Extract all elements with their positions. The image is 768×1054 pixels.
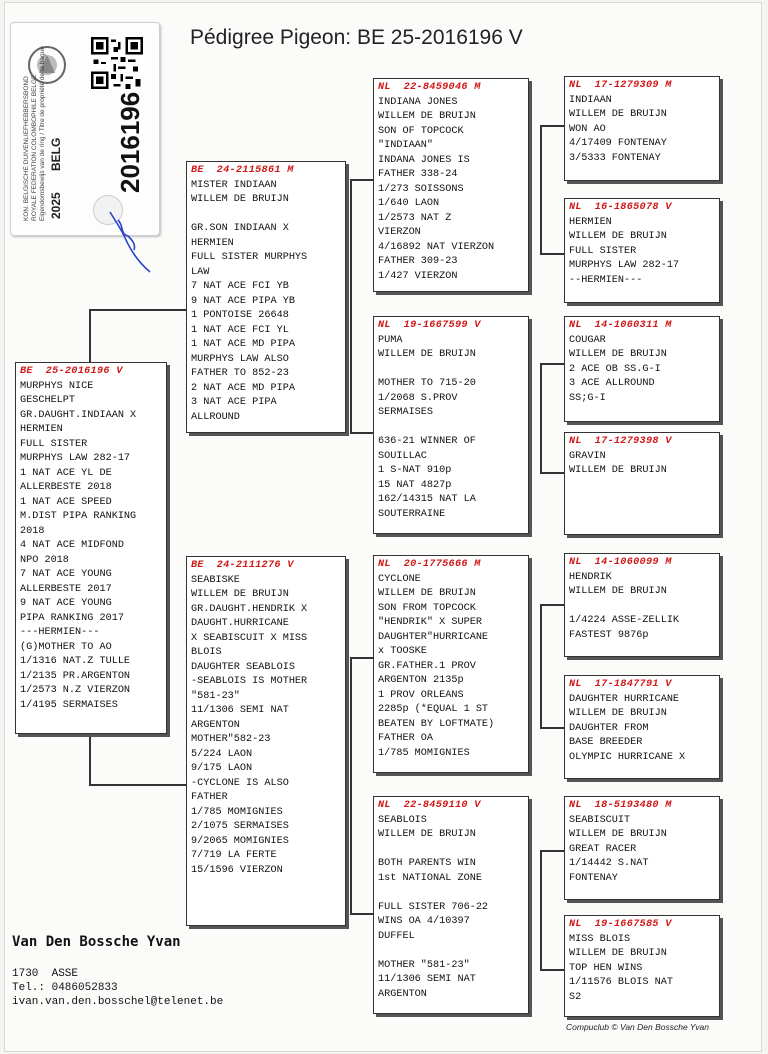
pedigree-line: 2/1075 SERMAISES xyxy=(191,821,289,832)
pedigree-line: FATHER OA xyxy=(378,733,434,744)
dam-sire-box xyxy=(373,555,529,773)
pedigree-line: WILLEM DE BRUIJN xyxy=(378,349,476,360)
pedigree-line: 2285p (*EQUAL 1 ST xyxy=(378,704,489,715)
pedigree-line: FATHER 309-23 xyxy=(378,256,458,267)
pedigree-line: 7 NAT ACE YOUNG xyxy=(20,569,112,580)
pedigree-line: FATHER 338-24 xyxy=(378,169,458,180)
pedigree-line: SS;G-I xyxy=(569,392,606,404)
pedigree-line: WILLEM DE BRUIJN xyxy=(569,109,667,120)
pedigree-line: WILLEM DE BRUIJN xyxy=(191,589,289,600)
pedigree-line: PUMA xyxy=(378,334,403,346)
connector-line xyxy=(540,472,564,474)
tag-text-line: Eigendomsbewijs van de ring / Titre de propriété de la bague xyxy=(39,46,46,221)
pedigree-line: 1/14442 S.NAT xyxy=(569,858,649,869)
owner-phone: Tel.: 0486052833 xyxy=(12,982,118,994)
pedigree-line: 7 NAT ACE FCI YB xyxy=(191,281,289,292)
connector-line xyxy=(350,432,374,434)
pedigree-line: x TOOSKE xyxy=(378,646,427,657)
pedigree-line: WILLEM DE BRUIJN xyxy=(569,948,667,959)
pedigree-line: WILLEM DE BRUIJN xyxy=(378,111,476,122)
pedigree-line: "HENDRIK" X SUPER xyxy=(378,617,482,628)
pedigree-line: MOTHER TO 715-20 xyxy=(378,378,476,389)
tag-year: 2025 xyxy=(49,192,63,219)
pedigree-line: (G)MOTHER TO AO xyxy=(20,641,112,653)
pedigree-line: BLOIS xyxy=(191,647,222,658)
pedigree-line: 1/2573 N.Z VIERZON xyxy=(20,685,131,696)
pedigree-line: GR.DAUGHT.INDIAAN X xyxy=(20,409,137,421)
pedigree-line: 1 PROV ORLEANS xyxy=(378,689,464,701)
pedigree-line: CYCLONE xyxy=(378,573,421,585)
ring-number-header: NL 22-8459110 V xyxy=(378,800,481,811)
pedigree-line: 9/175 LAON xyxy=(191,763,253,774)
pedigree-line: FULL SISTER MURPHYS xyxy=(191,252,308,263)
owner-email: ivan.van.den.bosschel@telenet.be xyxy=(12,996,224,1008)
owner-city: 1730 ASSE xyxy=(12,968,79,980)
pedigree-line: HERMIEN xyxy=(569,216,612,228)
ring-number-header: NL 14-1060311 M xyxy=(569,320,672,331)
pedigree-line: PIPA RANKING 2017 xyxy=(20,612,124,624)
pedigree-line: WILLEM DE BRUIJN xyxy=(569,708,667,719)
ring-number-header: NL 18-5193480 M xyxy=(569,800,672,811)
pedigree-line: MISS BLOIS xyxy=(569,933,631,945)
pedigree-line xyxy=(378,944,524,959)
pedigree-line: 7/719 LA FERTE xyxy=(191,850,277,861)
pedigree-line: 5/224 LAON xyxy=(191,748,253,760)
tag-ring-number: 2016196 xyxy=(115,91,145,193)
pedigree-line: 4 NAT ACE MIDFOND xyxy=(20,540,124,551)
pedigree-line xyxy=(378,421,524,436)
pedigree-line: TOP HEN WINS xyxy=(569,962,643,974)
pedigree-line: SEABISKE xyxy=(191,574,240,586)
connector-line xyxy=(350,179,352,433)
pedigree-line: 1/4224 ASSE-ZELLIK xyxy=(569,615,680,626)
owner-name: Van Den Bossche Yvan xyxy=(12,934,181,950)
connector-line xyxy=(540,850,564,852)
connector-line xyxy=(89,309,187,311)
pedigree-line: ALLERBESTE 2017 xyxy=(20,583,112,595)
pedigree-line: GR.SON INDIAAN X xyxy=(191,223,289,234)
pedigree-line: 9/2065 MOMIGNIES xyxy=(191,835,289,847)
pedigree-line: 2 NAT ACE MD PIPA xyxy=(191,382,295,394)
pedigree-line: M.DIST PIPA RANKING xyxy=(20,511,137,522)
pedigree-line: 1st NATIONAL ZONE xyxy=(378,872,482,884)
pedigree-line: SEABLOIS xyxy=(378,814,427,826)
sire-sire-sire-box xyxy=(564,76,720,181)
pedigree-line: HERMIEN xyxy=(191,237,234,249)
pedigree-line: 1 S-NAT 910p xyxy=(378,465,452,476)
pedigree-line: ALLROUND xyxy=(191,411,240,423)
pedigree-line: BEATEN BY LOFTMATE) xyxy=(378,718,495,730)
sire-sire-box xyxy=(373,78,529,292)
pedigree-line: 1/2573 NAT Z xyxy=(378,212,452,224)
pedigree-line: MOTHER"582-23 xyxy=(191,734,271,745)
pedigree-line: WILLEM DE BRUIJN xyxy=(569,829,667,840)
pedigree-line: 1/4195 SERMAISES xyxy=(20,699,118,711)
pedigree-line: INDIANA JONES xyxy=(378,96,458,108)
connector-line xyxy=(350,657,352,914)
pedigree-line: FASTEST 9876p xyxy=(569,629,649,641)
pedigree-line: DAUGHTER HURRICANE xyxy=(569,693,680,705)
pedigree-line: SERMAISES xyxy=(378,407,434,418)
pedigree-line: FATHER xyxy=(191,792,228,803)
pedigree-line: 1/273 SOISSONS xyxy=(378,183,464,195)
pedigree-line xyxy=(191,208,341,223)
pedigree-line: NPO 2018 xyxy=(20,554,69,566)
pedigree-line: FULL SISTER xyxy=(569,245,637,257)
pedigree-line: FULL SISTER xyxy=(20,438,88,450)
connector-line xyxy=(540,125,542,254)
connector-line xyxy=(350,179,374,181)
pedigree-line: WILLEM DE BRUIJN xyxy=(378,588,476,599)
pedigree-line: WON AO xyxy=(569,123,606,135)
dam-dam-dam-box xyxy=(564,915,720,1017)
pedigree-line: FULL SISTER 706-22 xyxy=(378,901,489,913)
connector-line xyxy=(540,604,564,606)
pedigree-line: 9 NAT ACE YOUNG xyxy=(20,598,112,609)
ring-number-header: NL 22-8459046 M xyxy=(378,82,481,93)
connector-line xyxy=(540,125,564,127)
pedigree-line: 2 ACE OB SS.G-I xyxy=(569,363,661,375)
ring-number-header: NL 17-1279398 V xyxy=(569,436,672,447)
pedigree-line: ARGENTON xyxy=(191,719,240,731)
pedigree-line: 9 NAT ACE PIPA YB xyxy=(191,295,295,307)
ring-number-header: NL 20-1775666 M xyxy=(378,559,481,570)
pedigree-line: GR.DAUGHT.HENDRIK X xyxy=(191,603,308,615)
pedigree-line: LAW xyxy=(191,266,210,278)
pedigree-line: DAUGHTER SEABLOIS xyxy=(191,661,295,673)
pedigree-line: "581-23" xyxy=(191,690,240,702)
pedigree-line: 3/5333 FONTENAY xyxy=(569,152,661,164)
pedigree-line: DAUGHTER FROM xyxy=(569,722,649,734)
pedigree-line: INDIAAN xyxy=(569,94,612,106)
pedigree-line: BASE BREEDER xyxy=(569,737,643,748)
pedigree-line: 11/1306 SEMI NAT xyxy=(191,705,289,716)
pedigree-line: 162/14315 NAT LA xyxy=(378,494,476,505)
ring-number-header: BE 24-2111276 V xyxy=(191,560,294,571)
sire-sire-dam-box xyxy=(564,198,720,303)
pedigree-line: 1/11576 BLOIS NAT xyxy=(569,977,673,988)
pedigree-line: ARGENTON 2135p xyxy=(378,675,464,686)
dam-dam-box xyxy=(373,796,529,1014)
connector-line xyxy=(89,784,187,786)
pedigree-line xyxy=(378,363,524,378)
page-title: Pédigree Pigeon: BE 25-2016196 V xyxy=(190,26,523,49)
pedigree-line: COUGAR xyxy=(569,334,606,346)
ring-number-header: BE 24-2115861 M xyxy=(191,165,294,176)
pedigree-line: 15 NAT 4827p xyxy=(378,479,452,491)
dam-dam-sire-box xyxy=(564,796,720,900)
ring-number-header: NL 17-1279309 M xyxy=(569,80,672,91)
sire-dam-sire-box xyxy=(564,316,720,422)
pedigree-line: WILLEM DE BRUIJN xyxy=(569,231,667,242)
pedigree-line: ARGENTON xyxy=(378,988,427,1000)
pedigree-line: 15/1596 VIERZON xyxy=(191,864,283,876)
connector-line xyxy=(540,969,564,971)
ring-number-header: BE 25-2016196 V xyxy=(20,366,123,377)
pedigree-line: 1/427 VIERZON xyxy=(378,270,458,282)
pedigree-line: S2 xyxy=(569,991,582,1003)
pedigree-line: 636-21 WINNER OF xyxy=(378,436,476,447)
pedigree-line: 1/1316 NAT.Z TULLE xyxy=(20,656,131,667)
pedigree-line: WILLEM DE BRUIJN xyxy=(569,349,667,360)
pedigree-line: 4/17409 FONTENAY xyxy=(569,138,667,149)
connector-line xyxy=(540,363,564,365)
pedigree-line xyxy=(569,600,715,615)
pedigree-line: "INDIAAN" xyxy=(378,140,434,151)
pedigree-line: FATHER TO 852-23 xyxy=(191,368,289,379)
pedigree-line: 4/16892 NAT VIERZON xyxy=(378,241,495,253)
pedigree-line: SON FROM TOPCOCK xyxy=(378,602,476,614)
subject-pigeon-box xyxy=(15,362,167,734)
connector-line xyxy=(540,604,542,728)
sire-box xyxy=(186,161,346,433)
ring-number-header: NL 19-1667585 V xyxy=(569,919,672,930)
pedigree-line: WILLEM DE BRUIJN xyxy=(191,194,289,205)
pedigree-line: MISTER INDIAAN xyxy=(191,179,277,191)
sire-dam-box xyxy=(373,316,529,534)
pedigree-line: OLYMPIC HURRICANE X xyxy=(569,751,686,763)
pedigree-line: SEABISCUIT xyxy=(569,814,631,826)
pedigree-line xyxy=(378,886,524,901)
pedigree-line: INDANA JONES IS xyxy=(378,154,470,166)
pedigree-line: FONTENAY xyxy=(569,872,618,884)
connector-line xyxy=(89,309,91,363)
pedigree-line: BOTH PARENTS WIN xyxy=(378,858,476,869)
pedigree-line xyxy=(378,843,524,858)
connector-line xyxy=(350,913,374,915)
pedigree-line: DAUGHT.HURRICANE xyxy=(191,618,289,629)
pedigree-line: SOUTERRAINE xyxy=(378,508,446,520)
pedigree-line: WINS OA 4/10397 xyxy=(378,916,470,927)
pedigree-line: 2018 xyxy=(20,525,45,537)
pedigree-line: GESCHELPT xyxy=(20,395,76,406)
pedigree-line: 3 ACE ALLROUND xyxy=(569,378,655,389)
ring-number-header: NL 17-1847791 V xyxy=(569,679,672,690)
pedigree-line: --HERMIEN--- xyxy=(569,274,643,286)
connector-line xyxy=(540,850,542,970)
pedigree-line: 1/2135 PR.ARGENTON xyxy=(20,670,131,682)
pedigree-line: 1 NAT ACE FCI YL xyxy=(191,324,289,336)
ring-number-header: NL 19-1667599 V xyxy=(378,320,481,331)
qr-code-icon xyxy=(91,37,143,89)
pedigree-line: 1/785 MOMIGNIES xyxy=(191,806,283,818)
pedigree-line: 1 PONTOISE 26648 xyxy=(191,310,289,321)
signature-scribble xyxy=(96,200,176,280)
dam-sire-dam-box xyxy=(564,675,720,779)
pedigree-line: MURPHYS LAW 282-17 xyxy=(569,260,680,271)
connector-line xyxy=(540,363,542,473)
connector-line xyxy=(540,727,564,729)
tag-issuer-text xyxy=(23,46,47,221)
pedigree-line: VIERZON xyxy=(378,227,421,238)
ring-number-header: NL 14-1060099 M xyxy=(569,557,672,568)
pedigree-line: SOUILLAC xyxy=(378,450,427,462)
pedigree-line: GREAT RACER xyxy=(569,843,637,855)
pedigree-line: 3 NAT ACE PIPA xyxy=(191,397,277,408)
pedigree-line: WILLEM DE BRUIJN xyxy=(569,586,667,597)
tag-text-line: KON. BELGISCHE DUIVENLIEFHEBBERSBOND xyxy=(23,76,30,221)
pedigree-line: MURPHYS NICE xyxy=(20,380,94,392)
connector-line xyxy=(350,657,374,659)
dam-sire-sire-box xyxy=(564,553,720,657)
connector-line xyxy=(540,253,564,255)
pedigree-line: HENDRIK xyxy=(569,571,612,583)
tag-country: BELG xyxy=(49,137,63,171)
pedigree-line: MURPHYS LAW ALSO xyxy=(191,353,289,365)
pedigree-line: 1/785 MOMIGNIES xyxy=(378,747,470,759)
pedigree-line: DUFFEL xyxy=(378,930,415,942)
pedigree-line: MURPHYS LAW 282-17 xyxy=(20,453,131,464)
pedigree-line: SON OF TOPCOCK xyxy=(378,125,464,137)
pedigree-line: MOTHER "581-23" xyxy=(378,959,470,971)
ring-number-header: NL 16-1865078 V xyxy=(569,202,672,213)
pedigree-line: WILLEM DE BRUIJN xyxy=(569,465,667,476)
pedigree-line: DAUGHTER"HURRICANE xyxy=(378,631,489,643)
pedigree-line: 1 NAT ACE YL DE xyxy=(20,467,112,479)
pedigree-line: ---HERMIEN--- xyxy=(20,627,100,638)
pedigree-line: GRAVIN xyxy=(569,450,606,462)
pedigree-line: GR.FATHER.1 PROV xyxy=(378,660,476,672)
dam-box xyxy=(186,556,346,926)
pedigree-line: -SEABLOIS IS MOTHER xyxy=(191,676,308,687)
connector-line xyxy=(89,733,91,785)
pedigree-line: ALLERBESTE 2018 xyxy=(20,482,112,493)
pedigree-line: X SEABISCUIT X MISS xyxy=(191,632,308,644)
pedigree-line: 1/2068 S.PROV xyxy=(378,392,458,404)
pedigree-line: 11/1306 SEMI NAT xyxy=(378,974,476,985)
pedigree-line: 1 NAT ACE MD PIPA xyxy=(191,339,295,350)
footer-credit: Compuclub © Van Den Bossche Yvan xyxy=(566,1022,709,1032)
tag-text-line: ROYALE FEDERATION COLOMBOPHILE BELGE xyxy=(31,74,38,221)
pedigree-line: HERMIEN xyxy=(20,424,63,435)
pedigree-line: -CYCLONE IS ALSO xyxy=(191,777,289,789)
sire-dam-dam-box xyxy=(564,432,720,535)
pedigree-line: 1 NAT ACE SPEED xyxy=(20,496,112,508)
pedigree-line: 1/640 LAON xyxy=(378,198,440,209)
pedigree-line: WILLEM DE BRUIJN xyxy=(378,829,476,840)
